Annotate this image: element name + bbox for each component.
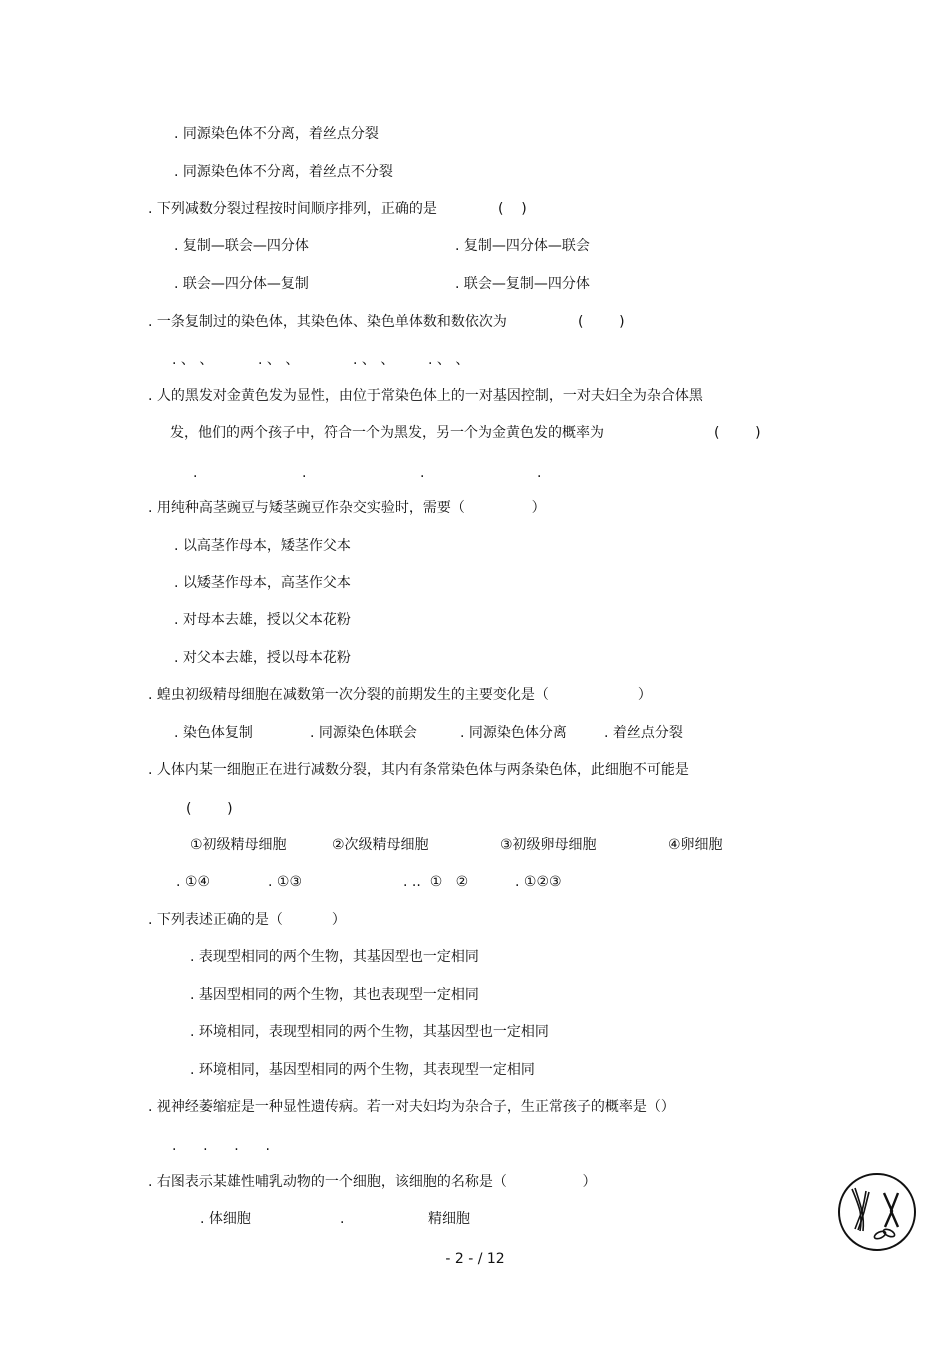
question-stem: . 一条复制过的染色体，其染色体、染色单体数和数依次为 xyxy=(148,314,507,330)
option-b: . 、 、 xyxy=(258,352,300,368)
option-a: . 体细胞 xyxy=(200,1211,251,1227)
option-c: . 环境相同，表现型相同的两个生物，其基因型也一定相同 xyxy=(190,1024,549,1040)
option-d: . 联会—复制—四分体 xyxy=(455,276,590,292)
option-line: . 同源染色体不分离，着丝点不分裂 xyxy=(174,164,393,180)
chromosome-right xyxy=(884,1193,898,1227)
page-number: - 2 - / 12 xyxy=(445,1251,505,1267)
option-c: . 同源染色体分离 xyxy=(460,725,567,741)
option-row: . . . . xyxy=(172,1138,270,1154)
option-c: . 联会—四分体—复制 xyxy=(174,276,309,292)
option-b: . ①③ xyxy=(268,874,303,890)
question-stem: . 下列减数分裂过程按时间顺序排列，正确的是 xyxy=(148,201,437,217)
option-c: . xyxy=(420,465,425,481)
answer-paren: ( ) xyxy=(186,801,233,817)
option-a: . ①④ xyxy=(176,874,211,890)
option-b: . 以矮茎作母本，高茎作父本 xyxy=(174,575,351,591)
option-d: . ①②③ xyxy=(515,874,562,890)
chromosome-small xyxy=(873,1228,895,1241)
answer-paren: ( ) xyxy=(714,425,761,441)
option-c: . .. ① ② xyxy=(403,874,469,890)
option-a: . 表现型相同的两个生物，其基因型也一定相同 xyxy=(190,949,479,965)
option-c: . 、 、 xyxy=(353,352,395,368)
option-b: . 复制—四分体—联会 xyxy=(455,238,590,254)
option-b: . xyxy=(340,1211,345,1227)
option-d: . 、 、 xyxy=(428,352,470,368)
option-a: . 、 、 xyxy=(172,352,214,368)
answer-paren: ( ) xyxy=(578,314,625,330)
option-d: . 着丝点分裂 xyxy=(604,725,683,741)
option-line: . 同源染色体不分离，着丝点分裂 xyxy=(174,126,379,142)
question-stem: . 右图表示某雄性哺乳动物的一个细胞，该细胞的名称是（ ） xyxy=(148,1174,597,1190)
choice-item: ①初级精母细胞 xyxy=(190,837,287,853)
option-a: . 染色体复制 xyxy=(174,725,253,741)
option-b: . 同源染色体联会 xyxy=(310,725,417,741)
question-stem: . 下列表述正确的是（ ） xyxy=(148,912,346,928)
option-b: . xyxy=(302,465,307,481)
option-c: 精细胞 xyxy=(428,1211,470,1227)
question-stem: . 人体内某一细胞正在进行减数分裂，其内有条常染色体与两条染色体，此细胞不可能是 xyxy=(148,762,689,778)
question-stem: . 人的黑发对金黄色发为显性，由位于常染色体上的一对基因控制，一对夫妇全为杂合体黑 xyxy=(148,388,703,404)
choice-item: ④卵细胞 xyxy=(668,837,723,853)
option-c: . 对母本去雄，授以父本花粉 xyxy=(174,612,351,628)
question-stem: . 蝗虫初级精母细胞在减数第一次分裂的前期发生的主要变化是（ ） xyxy=(148,687,652,703)
option-d: . 对父本去雄，授以母本花粉 xyxy=(174,650,351,666)
choice-item: ②次级精母细胞 xyxy=(332,837,429,853)
answer-paren: ( ) xyxy=(498,201,527,217)
chromosome-left xyxy=(852,1188,869,1231)
option-b: . 基因型相同的两个生物，其也表现型一定相同 xyxy=(190,987,479,1003)
option-a: . 以高茎作母本，矮茎作父本 xyxy=(174,538,351,554)
option-a: . xyxy=(193,465,198,481)
question-stem-cont: 发，他们的两个孩子中，符合一个为黑发，另一个为金黄色发的概率为 xyxy=(170,425,604,441)
question-stem: . 视神经萎缩症是一种显性遗传病。若一对夫妇均为杂合子，生正常孩子的概率是（） xyxy=(148,1099,675,1115)
option-a: . 复制—联会—四分体 xyxy=(174,238,309,254)
cell-diagram xyxy=(836,1171,918,1253)
option-d: . xyxy=(537,465,542,481)
choice-item: ③初级卵母细胞 xyxy=(500,837,597,853)
question-stem: . 用纯种高茎豌豆与矮茎豌豆作杂交实验时，需要（ ） xyxy=(148,500,546,516)
option-d: . 环境相同，基因型相同的两个生物，其表现型一定相同 xyxy=(190,1062,535,1078)
